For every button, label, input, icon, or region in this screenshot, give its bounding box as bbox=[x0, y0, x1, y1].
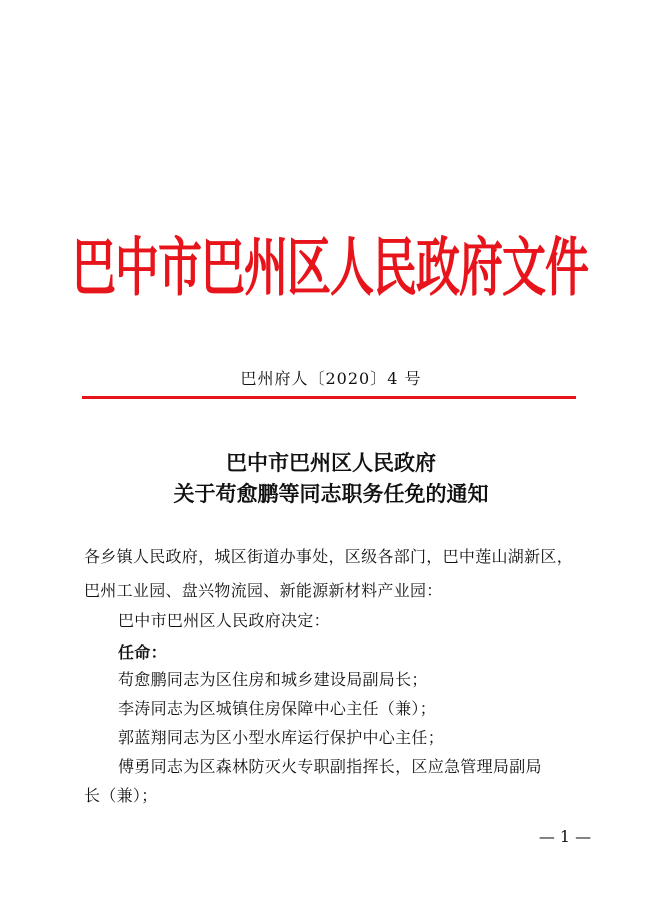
recipients-line-2: 巴州工业园、盘兴物流园、新能源新材料产业园： bbox=[84, 581, 443, 600]
document-number: 巴州府人〔2020〕4 号 bbox=[240, 369, 422, 388]
notice-title-line-1: 巴中市巴州区人民政府 bbox=[226, 451, 436, 475]
appointment-item: 李涛同志为区城镇住房保障中心主任（兼）； bbox=[118, 699, 437, 718]
page-number: — 1 — bbox=[538, 827, 592, 846]
red-divider-line bbox=[82, 396, 576, 399]
document-header-title: 巴中市巴州区人民政府文件 bbox=[72, 231, 588, 306]
recipients-line-1: 各乡镇人民政府，城区街道办事处，区级各部门，巴中莲山湖新区， bbox=[84, 547, 574, 566]
appointment-item: 郭蓝翔同志为区小型水库运行保护中心主任； bbox=[118, 728, 445, 747]
appoint-heading: 任命： bbox=[118, 643, 167, 662]
notice-title-line-2: 关于苟愈鹏等同志职务任免的通知 bbox=[173, 482, 489, 506]
appointment-item-continued: 长（兼）； bbox=[84, 786, 158, 805]
appointment-item: 傅勇同志为区森林防灭火专职副指挥长，区应急管理局副局 bbox=[118, 757, 542, 776]
appointment-item: 苟愈鹏同志为区住房和城乡建设局副局长； bbox=[118, 670, 428, 689]
decision-line: 巴中市巴州区人民政府决定： bbox=[118, 611, 330, 630]
